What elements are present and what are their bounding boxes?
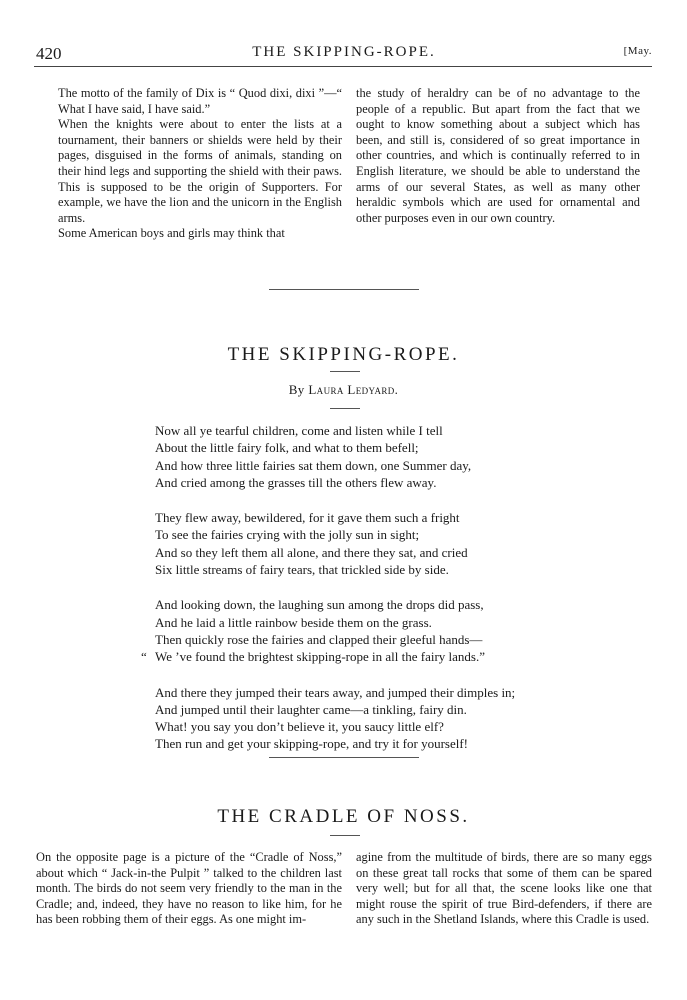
- open-quote-mark: “: [141, 649, 147, 665]
- poem-line: And there they jumped their tears away, and jumped their dimples in;: [155, 684, 516, 700]
- poem-line: And cried among the grasses till the others flew away.: [155, 474, 437, 490]
- poem-line: And he laid a little rainbow beside them on the grass.: [155, 614, 432, 630]
- poem-line: To see the fairies crying with the jolly sun in sight;: [155, 527, 420, 543]
- byline-rule: [330, 408, 360, 409]
- poem-body: [141, 422, 635, 771]
- poem-line: Now all ye tearful children, come and listen while I tell: [155, 423, 443, 438]
- poem-line: And how three little fairies sat them down, one Summer day,: [155, 457, 472, 473]
- poem-line: They flew away, bewildered, for it gave them such a fright: [155, 510, 460, 526]
- poem-line: About the little fairy folk, and what to them befell;: [155, 440, 419, 456]
- poem-line: And jumped until their laughter came—a tinkling, fairy din.: [155, 701, 467, 717]
- heraldry-paragraph: the study of heraldry can be of no advantage to the people of a republic. But apart from the fact that we ought to know something about a subject which has been, and still is, considered of so great importance in other countries, and which is continually referred to in English literature, we should be able to understand the arms of our several States, as well as many other heraldic symbols which are used for ornamental and other purposes even in our own country.: [356, 86, 640, 225]
- poem-line: Six little streams of fairy tears, that trickled side by side.: [155, 562, 449, 578]
- heraldry-paragraph: Some American boys and girls may think that: [58, 226, 285, 241]
- running-title: THE SKIPPING-ROPE.: [252, 44, 436, 60]
- poem-title: THE SKIPPING-ROPE.: [227, 344, 460, 365]
- poem-line-text: We ’ve found the brightest skipping-rope in all the fairy lands.”: [155, 649, 486, 665]
- heraldry-paragraph: The motto of the family of Dix is “ Quod dixi, dixi ”—“ What I have said, I have said.”: [58, 86, 342, 116]
- heraldry-paragraph: When the knights were about to enter the lists at a tournament, their banners or shields were held by their pages, disguised in the forms of animals, standing on their hind legs and supporting the shield with their paws. This is supposed to be the origin of Supporters. For example, we have the lion and the unicorn in the English arms.: [58, 117, 342, 225]
- heraldry-right-column: [356, 86, 640, 226]
- poem-line: Then quickly rose the fairies and clapped their gleeful hands—: [155, 631, 483, 647]
- poem-stanza: [141, 596, 635, 665]
- section-divider: [269, 757, 419, 758]
- poem-line: And looking down, the laughing sun among the drops did pass,: [155, 597, 484, 613]
- poem-stanza: [155, 422, 635, 491]
- poem-line: What! you say you don’t believe it, you saucy little elf?: [155, 719, 444, 735]
- noss-paragraph: On the opposite page is a picture of the “Cradle of Noss,” about which “ Jack-in-the Pulpit ” talked to the children last month. The birds do not seem very friendly to the man in the Cradle; and, indeed, they have no reason to like him, for he has been robbing them of their eggs. As one might im-: [36, 850, 342, 927]
- byline-prefix: By: [288, 382, 305, 397]
- running-header: [36, 44, 652, 66]
- section-divider: [269, 289, 419, 290]
- poem-author: Laura Ledyard.: [308, 382, 399, 397]
- poem-line-quoted: [141, 648, 635, 665]
- poem-stanza: [155, 509, 635, 578]
- poem-line: Then run and get your skipping-rope, and try it for yourself!: [155, 736, 469, 752]
- header-rule: [34, 66, 652, 67]
- page-number: 420: [36, 44, 62, 63]
- noss-left-column: [36, 850, 342, 928]
- noss-paragraph: agine from the multitude of birds, there are so many eggs on these great tall rocks that some of them can be spared very well; but for all that, the scene looks like one that might rouse the spirit of true Bird-defenders, if there are any such in the Shetland Islands, where this Cradle is used.: [356, 850, 652, 927]
- heraldry-left-column: [58, 86, 342, 242]
- title-rule: [330, 371, 360, 372]
- title-rule: [330, 835, 360, 836]
- poem-line: And so they left them all alone, and there they sat, and cried: [155, 544, 468, 560]
- poem-byline: [0, 382, 687, 398]
- month-label: [May.: [623, 45, 652, 57]
- noss-title: THE CRADLE OF NOSS.: [217, 806, 470, 827]
- poem-stanza: [155, 684, 635, 753]
- noss-right-column: [356, 850, 652, 928]
